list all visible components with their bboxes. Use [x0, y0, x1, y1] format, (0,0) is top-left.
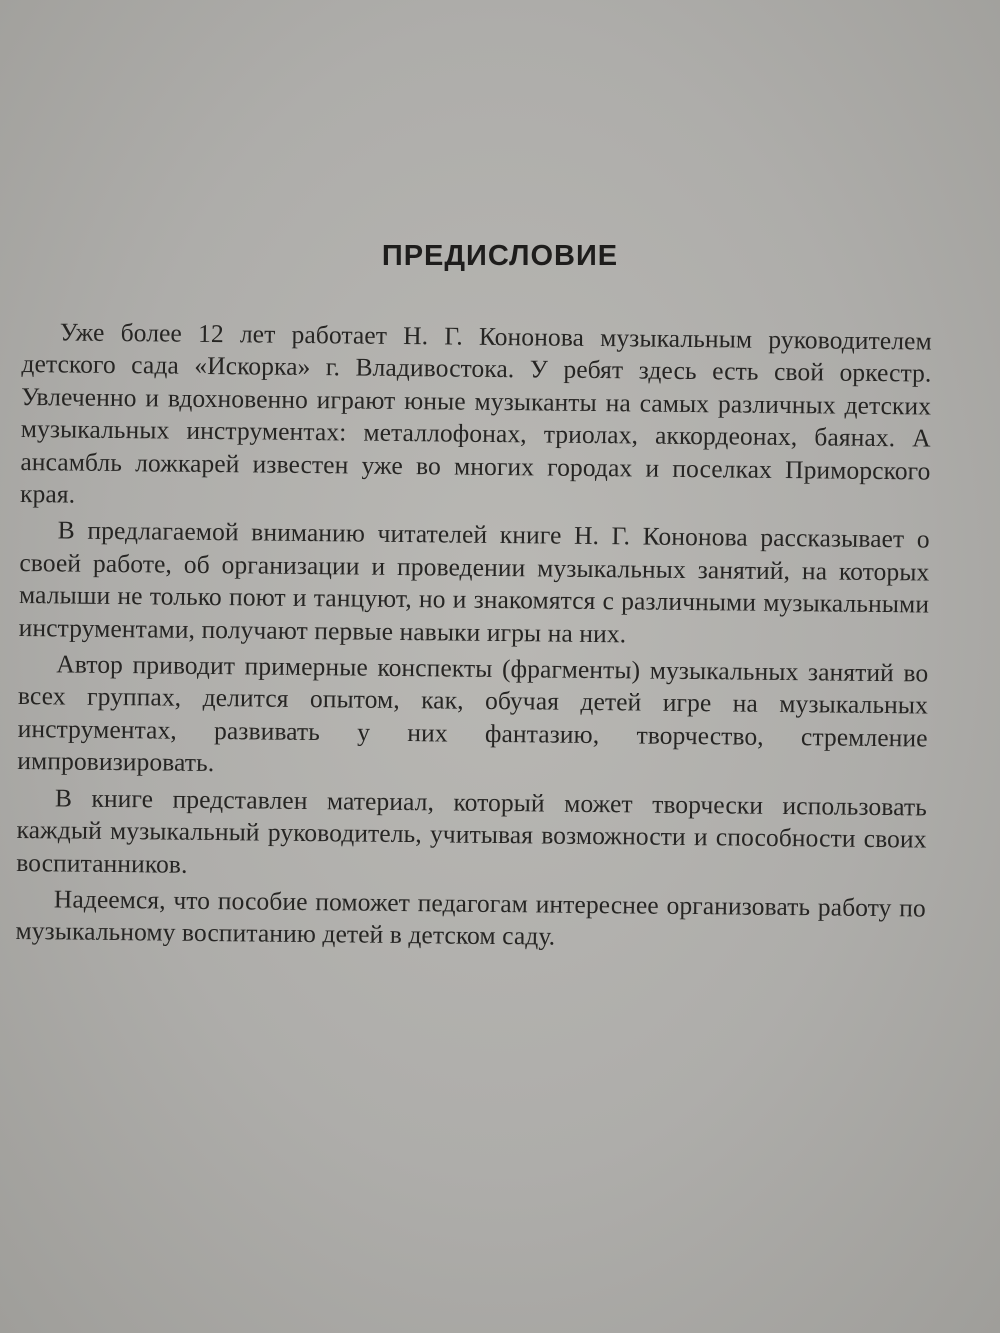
- paragraph-4: В книге представлен материал, который может творчески использовать каждый музыкальный руководитель, учитывая возможности и способности своих воспитанников.: [16, 783, 928, 879]
- page-heading: ПРЕДИСЛОВИЕ: [381, 240, 619, 272]
- paragraph-3: Автор приводит примерные конспекты (фрагменты) музыкальных занятий во всех группах, делится опытом, как, обучая детей игре на музыкальных инструментах, развивать у них фантазию, творчество, стремление импровизировать.: [17, 649, 929, 778]
- paragraph-2: В предлагаемой вниманию читателей книге Н. Г. Кононова рассказывает о своей работе, об организации и проведении музыкальных занятий, на которых малыши не только поют и танцуют, но и знакомятся с различными музыкальными инструментами, получают первые навыки игры на них.: [18, 515, 930, 648]
- paragraph-1: Уже более 12 лет работает Н. Г. Кононова музыкальным руководителем детского сада «Искорка» г. Владивостока. У ребят здесь есть свой оркестр. Увлеченно и вдохновенно играют юные музыканты на самых различных детских музыкальных инструментах: металлофонах, триолах, аккордеонах, баянах. А ансамбль ложкарей известен уже во многих городах и поселках Приморского края.: [19, 317, 932, 509]
- preface-text: [15, 316, 932, 961]
- paragraph-5: Надеемся, что пособие поможет педагогам интереснее организовать работу по музыкальному воспитанию детей в детском саду.: [15, 884, 927, 951]
